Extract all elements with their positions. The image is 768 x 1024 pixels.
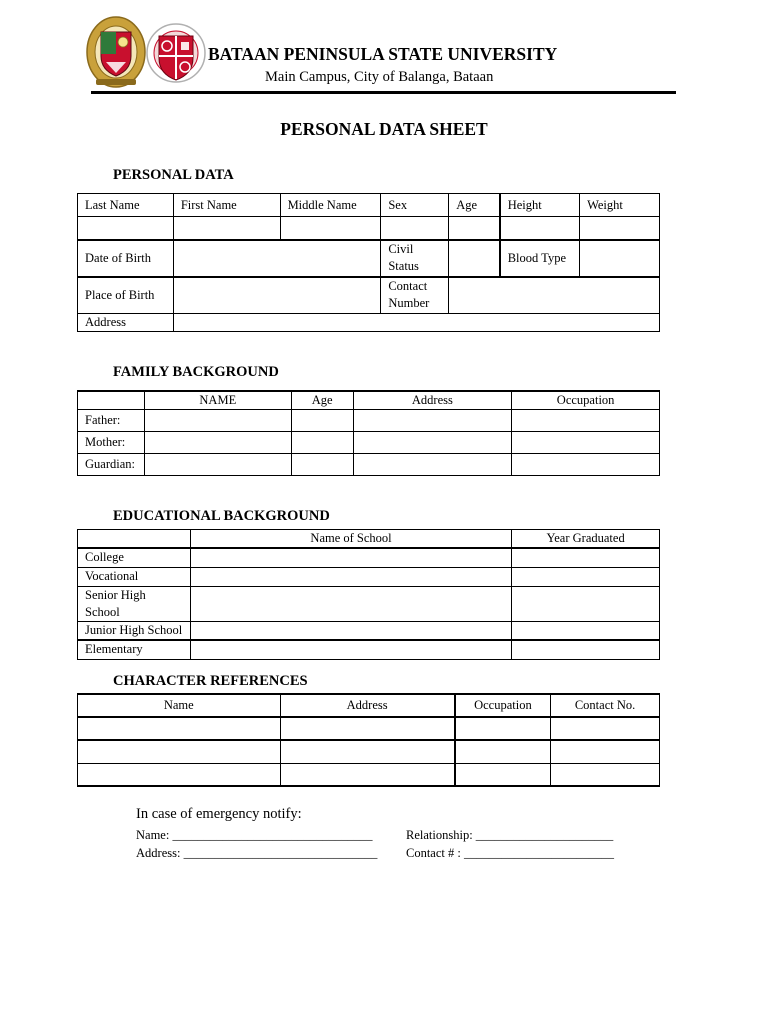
references-col-address: Address (280, 694, 455, 717)
family-background-heading: FAMILY BACKGROUND (113, 364, 279, 380)
education-col-year: Year Graduated (512, 530, 660, 549)
references-col-name: Name (78, 694, 281, 717)
junior-high-school-field[interactable] (190, 621, 511, 640)
guardian-occupation-field[interactable] (512, 454, 660, 476)
last-name-field[interactable] (78, 217, 174, 240)
emergency-name-line[interactable]: Name: ________________________________ (136, 828, 373, 842)
family-corner-cell (78, 391, 145, 410)
family-col-name: NAME (144, 391, 291, 410)
university-seal-logo (86, 16, 146, 90)
pob-label: Place of Birth (78, 277, 174, 314)
reference-2-contact-field[interactable] (551, 740, 660, 763)
address-label: Address (78, 314, 174, 332)
pob-field[interactable] (173, 277, 381, 314)
mother-occupation-field[interactable] (512, 432, 660, 454)
age-label: Age (449, 194, 500, 217)
college-label: College (78, 548, 191, 567)
college-year-field[interactable] (512, 548, 660, 567)
first-name-label: First Name (173, 194, 280, 217)
junior-high-year-field[interactable] (512, 621, 660, 640)
address-field[interactable] (173, 314, 659, 332)
sex-field[interactable] (381, 217, 449, 240)
dob-field[interactable] (173, 240, 381, 277)
campus-address: Main Campus, City of Balanga, Bataan (265, 69, 494, 85)
educational-background-table (77, 529, 660, 660)
father-address-field[interactable] (353, 410, 512, 432)
elementary-label: Elementary (78, 640, 191, 659)
character-references-table (77, 693, 660, 787)
emergency-title: In case of emergency notify: (136, 806, 302, 822)
blood-type-field[interactable] (580, 240, 660, 277)
father-name-field[interactable] (144, 410, 291, 432)
dob-label: Date of Birth (78, 240, 174, 277)
senior-high-school-field[interactable] (190, 586, 511, 621)
vocational-year-field[interactable] (512, 567, 660, 586)
family-background-table (77, 390, 660, 476)
age-field[interactable] (449, 217, 500, 240)
guardian-label: Guardian: (78, 454, 145, 476)
emergency-address-line[interactable]: Address: _______________________________ (136, 846, 378, 860)
civil-status-label: Civil Status (381, 240, 449, 277)
emergency-contact-line[interactable]: Contact # : ________________________ (406, 846, 614, 860)
elementary-year-field[interactable] (512, 640, 660, 659)
junior-high-label: Junior High School (78, 621, 191, 640)
reference-1-occupation-field[interactable] (455, 717, 551, 740)
mother-label: Mother: (78, 432, 145, 454)
height-field[interactable] (500, 217, 580, 240)
middle-name-field[interactable] (280, 217, 381, 240)
reference-3-occupation-field[interactable] (455, 763, 551, 786)
emergency-relationship-line[interactable]: Relationship: ______________________ (406, 828, 614, 842)
reference-2-name-field[interactable] (78, 740, 281, 763)
vocational-school-field[interactable] (190, 567, 511, 586)
senior-high-label: Senior High School (78, 586, 191, 621)
header-divider (91, 91, 676, 94)
sex-label: Sex (381, 194, 449, 217)
reference-1-contact-field[interactable] (551, 717, 660, 740)
father-label: Father: (78, 410, 145, 432)
reference-3-address-field[interactable] (280, 763, 455, 786)
character-references-heading: CHARACTER REFERENCES (113, 673, 308, 689)
height-label: Height (500, 194, 580, 217)
reference-3-name-field[interactable] (78, 763, 281, 786)
reference-1-name-field[interactable] (78, 717, 281, 740)
educational-background-heading: EDUCATIONAL BACKGROUND (113, 508, 330, 524)
middle-name-label: Middle Name (280, 194, 381, 217)
senior-high-year-field[interactable] (512, 586, 660, 621)
father-occupation-field[interactable] (512, 410, 660, 432)
personal-data-table (77, 193, 660, 332)
first-name-field[interactable] (173, 217, 280, 240)
reference-2-occupation-field[interactable] (455, 740, 551, 763)
contact-number-label: Contact Number (381, 277, 449, 314)
document-title: PERSONAL DATA SHEET (280, 119, 488, 139)
guardian-address-field[interactable] (353, 454, 512, 476)
family-col-occupation: Occupation (512, 391, 660, 410)
blood-type-label: Blood Type (500, 240, 580, 277)
elementary-school-field[interactable] (190, 640, 511, 659)
guardian-name-field[interactable] (144, 454, 291, 476)
weight-label: Weight (580, 194, 660, 217)
civil-status-field[interactable] (449, 240, 500, 277)
weight-field[interactable] (580, 217, 660, 240)
mother-age-field[interactable] (291, 432, 353, 454)
personal-data-heading: PERSONAL DATA (113, 167, 234, 183)
college-school-field[interactable] (190, 548, 511, 567)
university-name: BATAAN PENINSULA STATE UNIVERSITY (208, 44, 558, 64)
last-name-label: Last Name (78, 194, 174, 217)
mother-name-field[interactable] (144, 432, 291, 454)
document-header (86, 14, 676, 96)
father-age-field[interactable] (291, 410, 353, 432)
education-col-school: Name of School (190, 530, 511, 549)
references-col-occupation: Occupation (455, 694, 551, 717)
reference-3-contact-field[interactable] (551, 763, 660, 786)
contact-number-field[interactable] (449, 277, 660, 314)
family-col-age: Age (291, 391, 353, 410)
reference-1-address-field[interactable] (280, 717, 455, 740)
guardian-age-field[interactable] (291, 454, 353, 476)
family-col-address: Address (353, 391, 512, 410)
mother-address-field[interactable] (353, 432, 512, 454)
college-seal-logo (146, 16, 206, 90)
reference-2-address-field[interactable] (280, 740, 455, 763)
references-col-contact: Contact No. (551, 694, 660, 717)
education-corner-cell (78, 530, 191, 549)
vocational-label: Vocational (78, 567, 191, 586)
